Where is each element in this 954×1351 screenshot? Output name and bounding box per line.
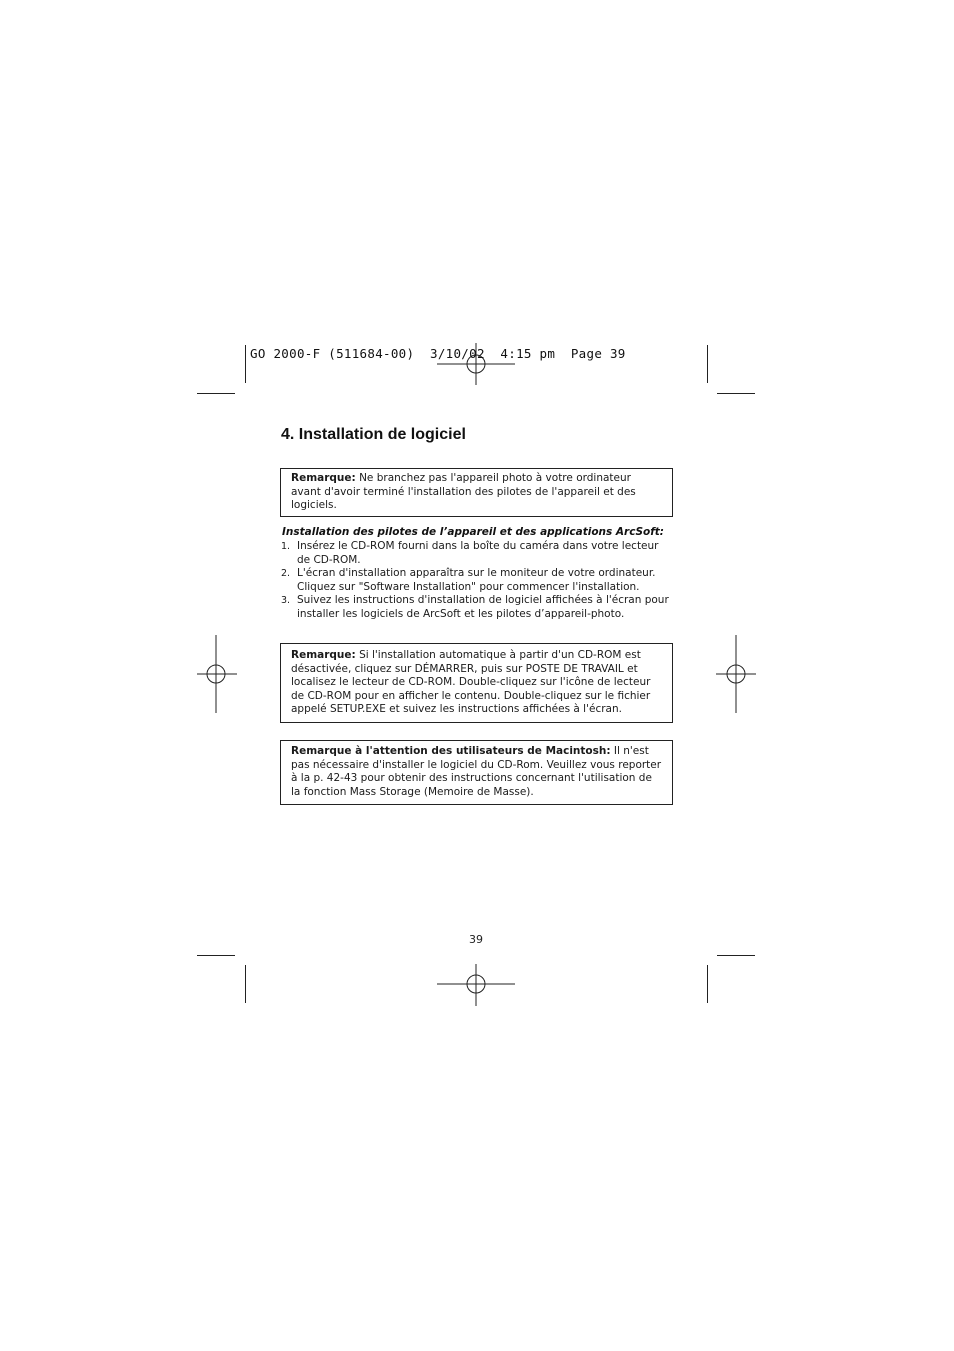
- note-text: Si l'installation automatique à partir d'un CD-ROM est désactivée, cliquez sur DÉMARRER, puis sur POSTE DE TRAVAIL et localisez le lecteur de CD-ROM. Double-cliquez sur l'icône de lecteur de CD-ROM pour en afficher le contenu. Double-cliquez sur le fichier appelé SETUP.EXE et suivez les instructions affichées à l'écran.: [291, 649, 651, 716]
- crop-mark: [245, 345, 246, 383]
- step-text: Suivez les instructions d'installation de logiciel affichées à l'écran pour installer les logiciels de ArcSoft et les pilotes d’appareil-photo.: [297, 594, 669, 620]
- registration-mark-icon: [197, 635, 237, 713]
- crop-mark: [717, 393, 755, 394]
- step-text: L'écran d'installation apparaîtra sur le moniteur de votre ordinateur. Cliquez sur "Software Installation" pour commencer l'installation.: [297, 567, 656, 593]
- note-box-macintosh: [280, 740, 673, 805]
- list-item: [281, 594, 671, 621]
- registration-mark-icon: [716, 635, 756, 713]
- install-subheading: Installation des pilotes de l’appareil et des applications ArcSoft:: [282, 526, 665, 538]
- registration-mark-icon: [437, 964, 515, 1006]
- crop-mark: [245, 965, 246, 1003]
- note-box-connect: [280, 468, 673, 517]
- crop-mark: [197, 955, 235, 956]
- note-label: Remarque:: [291, 649, 356, 661]
- note-text: Ne branchez pas l'appareil photo à votre ordinateur avant d'avoir terminé l'installation des pilotes de l'appareil et des logiciels.: [291, 472, 636, 512]
- note-box-autorun: [280, 643, 673, 723]
- crop-mark: [197, 393, 235, 394]
- step-text: Insérez le CD-ROM fourni dans la boîte du caméra dans votre lecteur de CD-ROM.: [297, 540, 659, 566]
- note-text: Il n'est pas nécessaire d'installer le logiciel du CD-Rom. Veuillez vous reporter à la p. 42-43 pour obtenir des instructions concernant l'utilisation de la fonction Mass Storage (Memoire de Masse).: [291, 745, 662, 798]
- crop-mark: [717, 955, 755, 956]
- step-number: 3.: [281, 595, 291, 607]
- step-number: 1.: [281, 541, 291, 552]
- step-number: 2.: [281, 568, 291, 580]
- section-title: 4. Installation de logiciel: [281, 426, 466, 443]
- list-item: [281, 567, 671, 594]
- list-item: [281, 540, 671, 567]
- crop-mark: [707, 965, 708, 1003]
- crop-mark: [707, 345, 708, 383]
- page-number: 39: [469, 933, 483, 946]
- note-label: Remarque:: [291, 472, 356, 484]
- print-slug: GO 2000-F (511684-00) 3/10/02 4:15 pm Page 39: [250, 346, 626, 361]
- install-steps: [281, 540, 671, 622]
- note-label: Remarque à l'attention des utilisateurs de Macintosh:: [291, 745, 611, 757]
